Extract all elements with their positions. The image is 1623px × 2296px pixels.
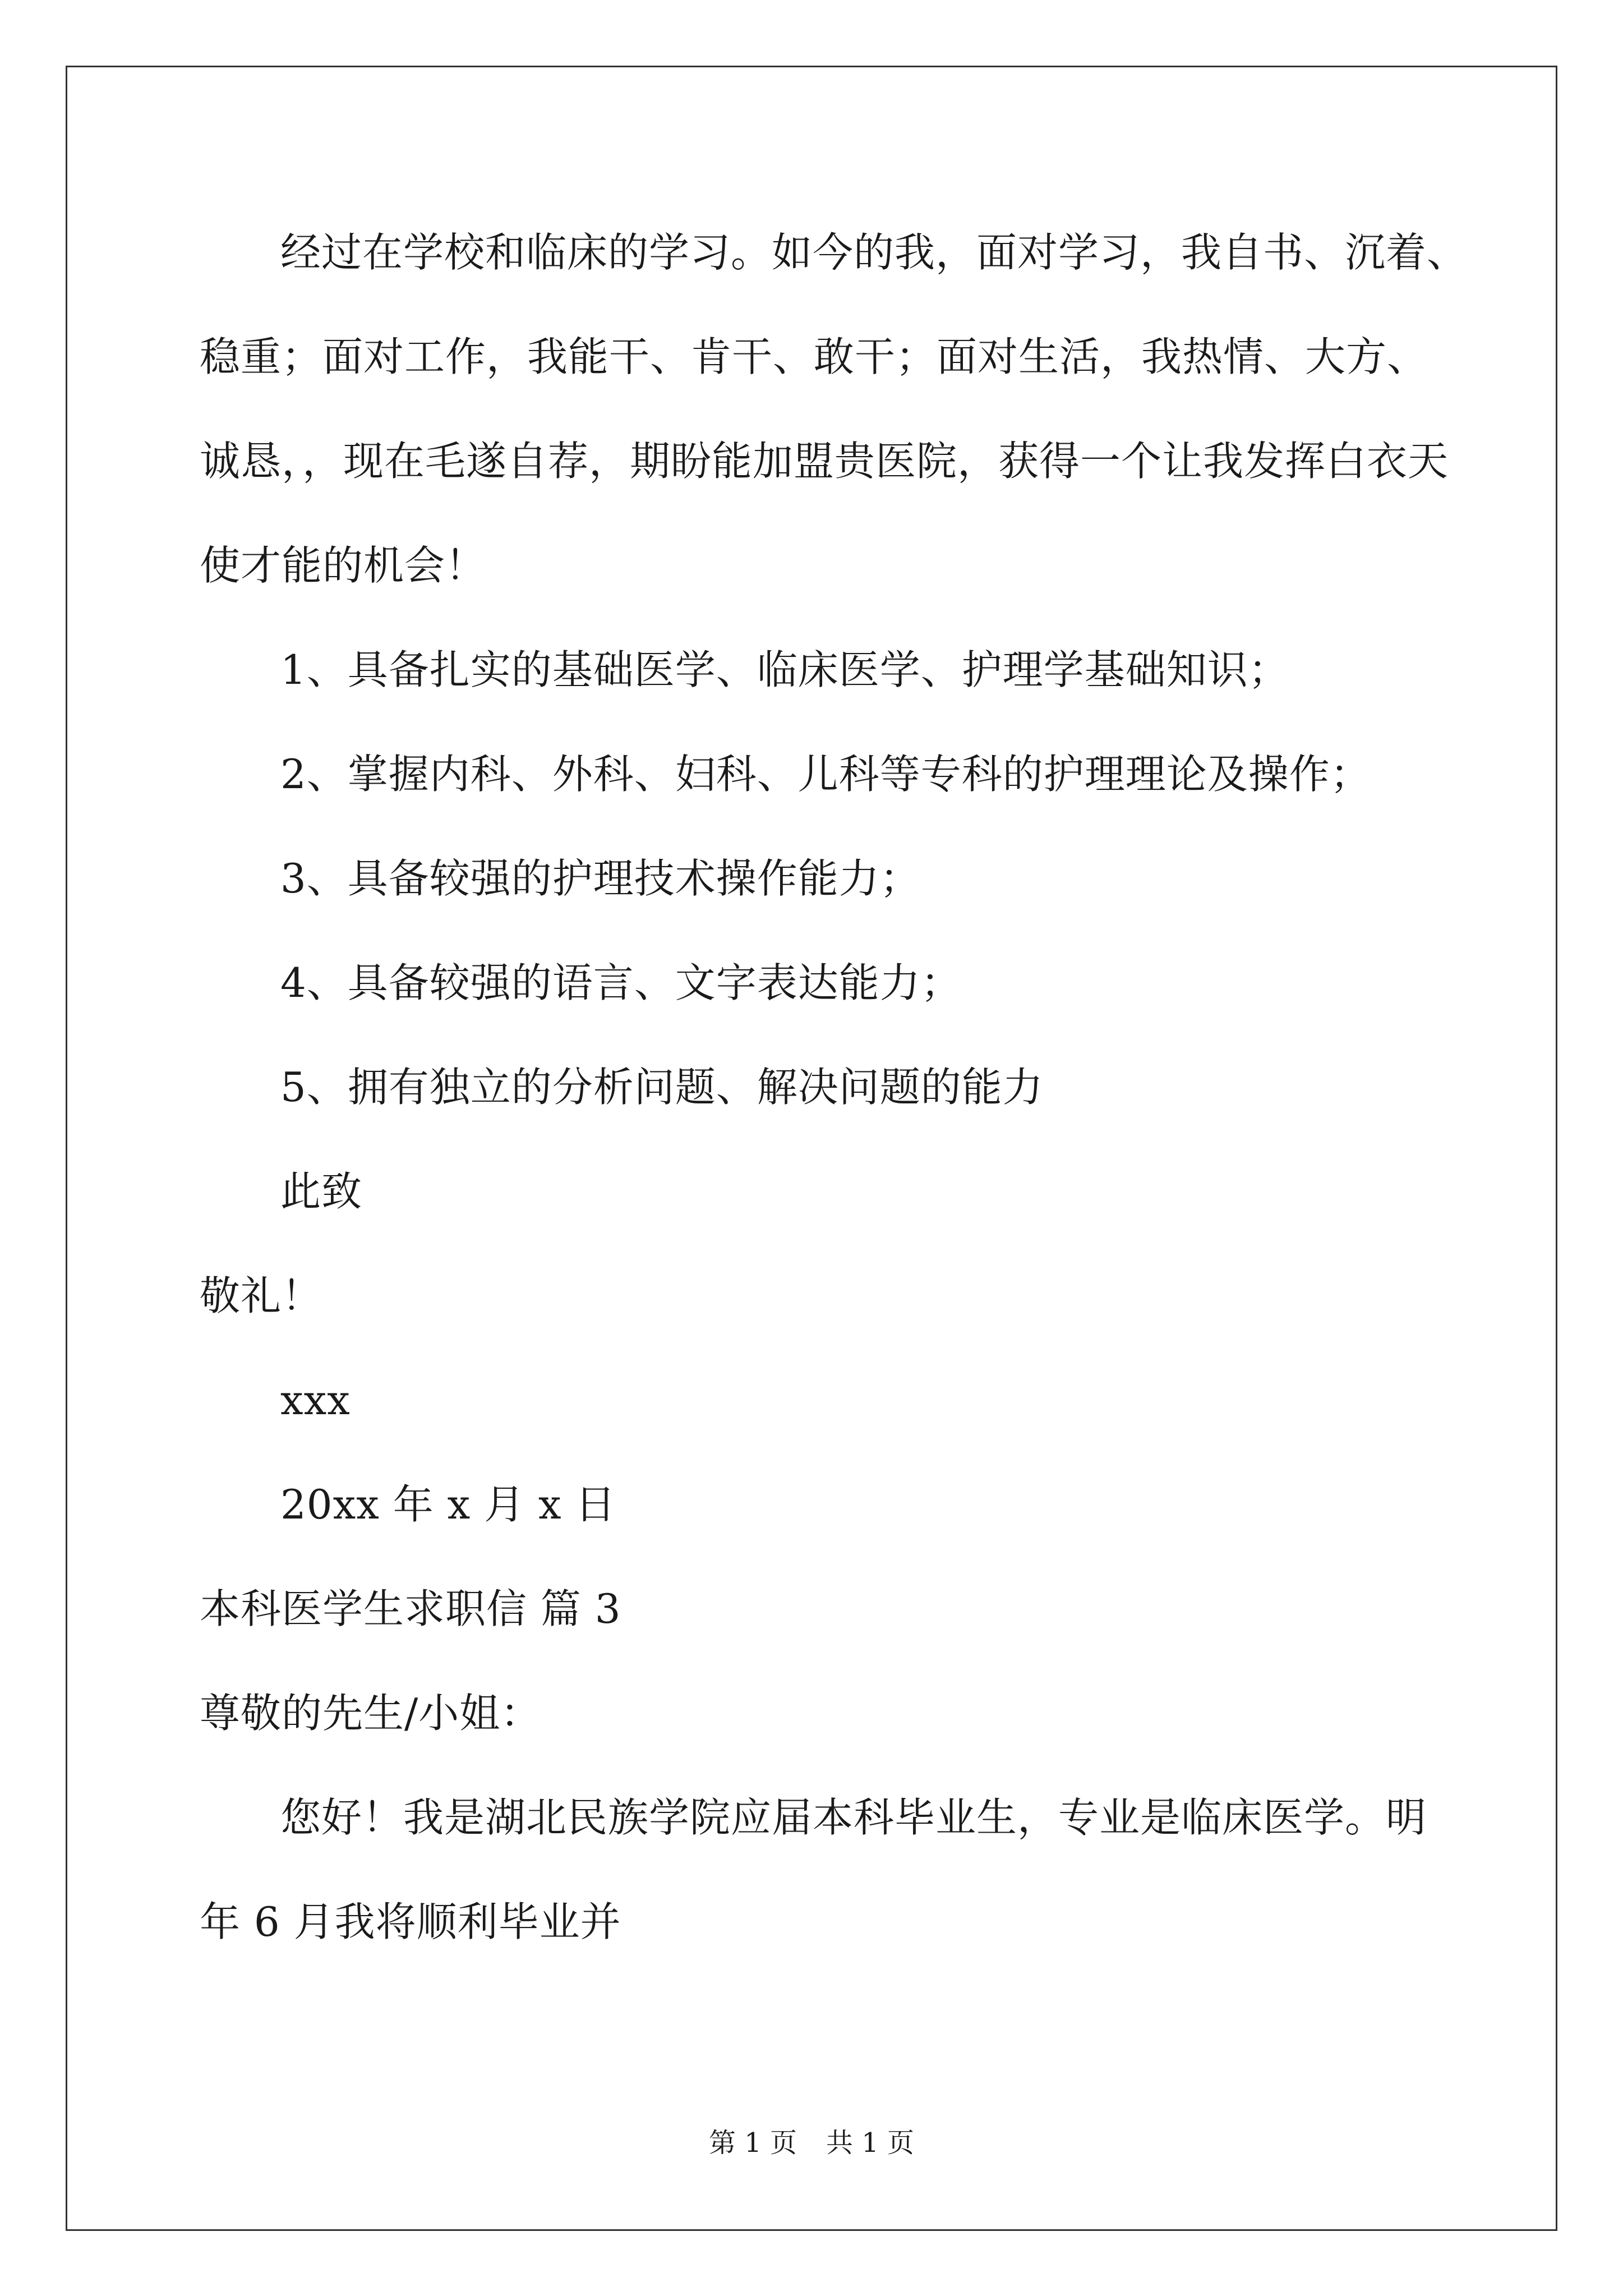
list-item: 1、具备扎实的基础医学、临床医学、护理学基础知识； [280,646,1289,693]
page-number: 第 1 页 [708,2127,797,2159]
page-total: 共 1 页 [826,2127,915,2159]
salutation-line: 敬礼！ [200,1272,323,1319]
signature-name: xxx [280,1377,351,1424]
greeting-line: 尊敬的先生/小姐： [200,1690,542,1737]
paragraph-line: 年 6 月我将顺利毕业并 [200,1898,621,1945]
list-item: 3、具备较强的护理技术操作能力； [280,855,921,902]
paragraph-line: 使才能的机会！ [200,542,487,589]
section-heading: 本科医学生求职信 篇 3 [200,1585,621,1632]
list-item: 5、拥有独立的分析问题、解决问题的能力 [280,1064,1044,1111]
page-footer [0,2126,1623,2160]
closing-line: 此致 [280,1168,363,1215]
paragraph-line: 诚恳，，现在毛遂自荐，期盼能加盟贵医院，获得一个让我发挥白衣天 [200,438,1449,485]
list-item: 2、掌握内科、外科、妇科、儿科等专科的护理理论及操作； [280,751,1371,798]
paragraph-line: 稳重；面对工作，我能干、肯干、敢干；面对生活，我热情、大方、 [200,333,1428,380]
paragraph-line: 经过在学校和临床的学习。如今的我，面对学习，我自书、沉着、 [280,229,1468,276]
paragraph-line: 您好！我是湖北民族学院应届本科毕业生，专业是临床医学。明 [280,1794,1427,1841]
signature-date: 20xx 年 x 月 x 日 [280,1481,616,1528]
list-item: 4、具备较强的语言、文字表达能力； [280,959,962,1006]
